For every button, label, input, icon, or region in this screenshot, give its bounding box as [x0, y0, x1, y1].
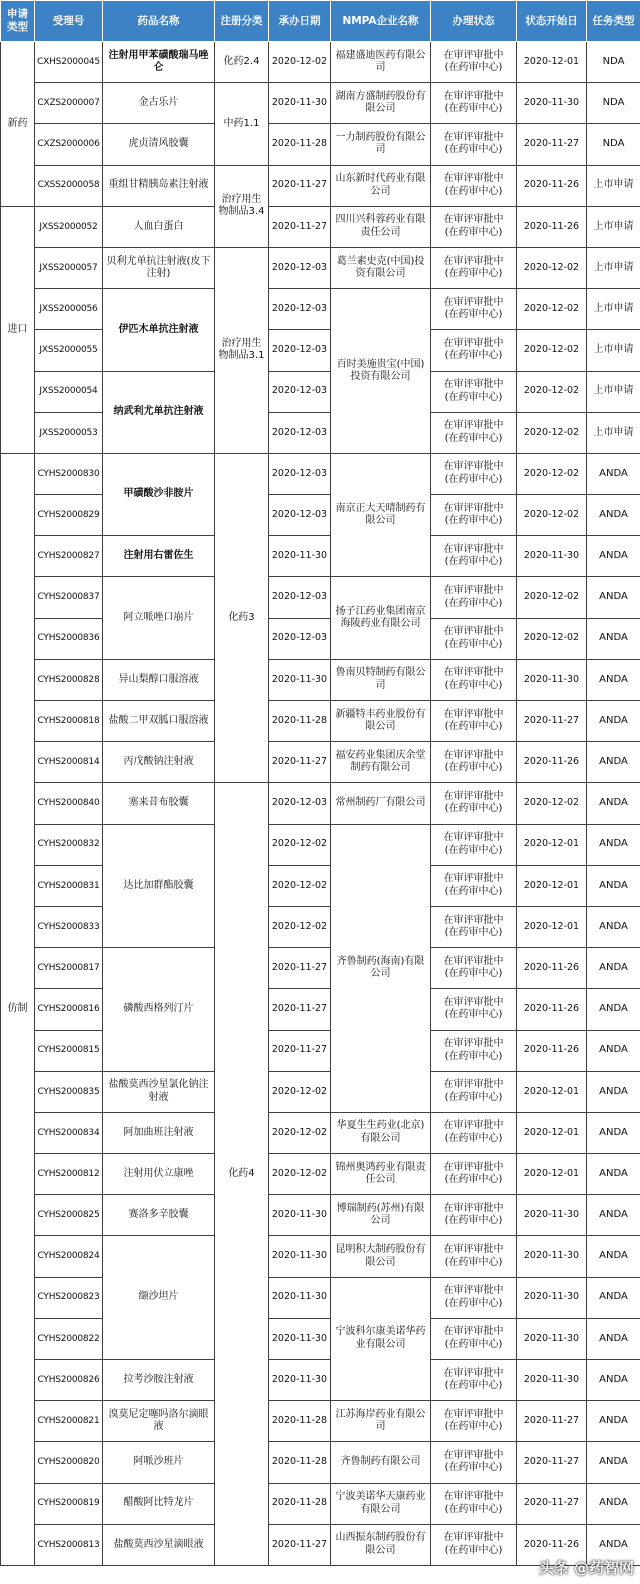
accept-no-cell: CYHS2000813	[35, 1524, 103, 1565]
drug-name-cell: 醋酸阿比特龙片	[103, 1483, 215, 1524]
drug-name-cell: 伊匹木单抗注射液	[103, 289, 215, 371]
accept-no-cell: CYHS2000837	[35, 577, 103, 618]
accept-no-cell: CYHS2000840	[35, 783, 103, 824]
start-date-cell: 2020-12-01	[517, 1112, 587, 1153]
accept-no-cell: CYHS2000835	[35, 1071, 103, 1112]
task-type-cell: ANDA	[587, 948, 640, 989]
start-date-cell: 2020-12-02	[517, 371, 587, 412]
table-row	[1, 1318, 640, 1359]
task-type-cell: ANDA	[587, 577, 640, 618]
table-row	[1, 659, 640, 700]
table-row	[1, 247, 640, 288]
task-type-cell: NDA	[587, 42, 640, 83]
company-cell: 昆明积大制药股份有限公司	[331, 1236, 431, 1277]
task-type-cell: ANDA	[587, 865, 640, 906]
accept-no-cell: CYHS2000831	[35, 865, 103, 906]
watermark: 头条 @药智网	[538, 1559, 634, 1577]
status-cell: 在审评审批中 (在药审中心)	[431, 742, 517, 783]
start-date-cell: 2020-12-02	[517, 618, 587, 659]
start-date-cell: 2020-12-02	[517, 412, 587, 453]
status-cell: 在审评审批中 (在药审中心)	[431, 1236, 517, 1277]
drug-name-cell: 纳武利尤单抗注射液	[103, 371, 215, 453]
start-date-cell: 2020-12-01	[517, 906, 587, 947]
accept-no-cell: JXSS2000054	[35, 371, 103, 412]
accept-no-cell: CXZS2000007	[35, 83, 103, 124]
company-cell: 扬子江药业集团南京海陵药业有限公司	[331, 577, 431, 659]
receive-date-cell: 2020-12-03	[269, 783, 331, 824]
status-cell: 在审评审批中 (在药审中心)	[431, 1442, 517, 1483]
start-date-cell: 2020-12-01	[517, 865, 587, 906]
start-date-cell: 2020-12-02	[517, 453, 587, 494]
receive-date-cell: 2020-11-30	[269, 536, 331, 577]
task-type-cell: 上市申请	[587, 206, 640, 247]
drug-name-cell: 盐酸莫西沙星滴眼液	[103, 1524, 215, 1565]
category-cell: 治疗用生物制品3.4	[215, 165, 269, 247]
drug-name-cell: 金古乐片	[103, 83, 215, 124]
accept-no-cell: CXSS2000058	[35, 165, 103, 206]
status-cell: 在审评审批中 (在药审中心)	[431, 124, 517, 165]
accept-no-cell: CYHS2000829	[35, 495, 103, 536]
task-type-cell: ANDA	[587, 701, 640, 742]
status-cell: 在审评审批中 (在药审中心)	[431, 1401, 517, 1442]
drug-name-cell: 重组甘精胰岛素注射液	[103, 165, 215, 206]
drug-name-cell: 丙戊酸钠注射液	[103, 742, 215, 783]
status-cell: 在审评审批中 (在药审中心)	[431, 495, 517, 536]
table-row	[1, 1360, 640, 1401]
app-type-cell: 新药	[1, 42, 35, 207]
table-row	[1, 1442, 640, 1483]
start-date-cell: 2020-11-26	[517, 1524, 587, 1565]
header-receive-date: 承办日期	[269, 1, 331, 42]
table-row	[1, 165, 640, 206]
company-cell: 新疆特丰药业股份有限公司	[331, 701, 431, 742]
accept-no-cell: CYHS2000824	[35, 1236, 103, 1277]
table-row	[1, 1112, 640, 1153]
company-cell: 葛兰素史克(中国)投资有限公司	[331, 247, 431, 288]
table-row	[1, 1030, 640, 1071]
start-date-cell: 2020-12-02	[517, 289, 587, 330]
company-cell: 百时美施贵宝(中国)投资有限公司	[331, 289, 431, 454]
status-cell: 在审评审批中 (在药审中心)	[431, 83, 517, 124]
table-row	[1, 453, 640, 494]
task-type-cell: ANDA	[587, 659, 640, 700]
status-cell: 在审评审批中 (在药审中心)	[431, 165, 517, 206]
table-row	[1, 824, 640, 865]
start-date-cell: 2020-12-02	[517, 495, 587, 536]
status-cell: 在审评审批中 (在药审中心)	[431, 247, 517, 288]
category-cell: 化药2.4	[215, 42, 269, 83]
task-type-cell: ANDA	[587, 1195, 640, 1236]
table-row	[1, 206, 640, 247]
table-row	[1, 906, 640, 947]
start-date-cell: 2020-11-26	[517, 165, 587, 206]
accept-no-cell: CYHS2000834	[35, 1112, 103, 1153]
status-cell: 在审评审批中 (在药审中心)	[431, 659, 517, 700]
receive-date-cell: 2020-11-30	[269, 83, 331, 124]
task-type-cell: ANDA	[587, 1360, 640, 1401]
table-row	[1, 1154, 640, 1195]
company-cell: 宁波美诺华天康药业有限公司	[331, 1483, 431, 1524]
start-date-cell: 2020-11-30	[517, 1236, 587, 1277]
status-cell: 在审评审批中 (在药审中心)	[431, 824, 517, 865]
task-type-cell: ANDA	[587, 1030, 640, 1071]
accept-no-cell: CYHS2000823	[35, 1277, 103, 1318]
table-row	[1, 701, 640, 742]
start-date-cell: 2020-11-27	[517, 1442, 587, 1483]
company-cell: 福建盛迪医药有限公司	[331, 42, 431, 83]
start-date-cell: 2020-12-02	[517, 783, 587, 824]
company-cell: 宁波科尔康美诺华药业有限公司	[331, 1277, 431, 1401]
receive-date-cell: 2020-11-27	[269, 948, 331, 989]
task-type-cell: ANDA	[587, 1071, 640, 1112]
drug-name-cell: 溴莫尼定噻吗洛尔滴眼液	[103, 1401, 215, 1442]
task-type-cell: ANDA	[587, 989, 640, 1030]
table-row	[1, 618, 640, 659]
status-cell: 在审评审批中 (在药审中心)	[431, 1071, 517, 1112]
task-type-cell: 上市申请	[587, 289, 640, 330]
receive-date-cell: 2020-11-27	[269, 989, 331, 1030]
table-row	[1, 330, 640, 371]
receive-date-cell: 2020-12-02	[269, 865, 331, 906]
table-row	[1, 1483, 640, 1524]
receive-date-cell: 2020-12-03	[269, 453, 331, 494]
table-row	[1, 536, 640, 577]
company-cell: 博瑞制药(苏州)有限公司	[331, 1195, 431, 1236]
drug-name-cell: 异山梨醇口服溶液	[103, 659, 215, 700]
receive-date-cell: 2020-12-03	[269, 412, 331, 453]
accept-no-cell: CYHS2000828	[35, 659, 103, 700]
receive-date-cell: 2020-11-30	[269, 1277, 331, 1318]
accept-no-cell: CYHS2000816	[35, 989, 103, 1030]
receive-date-cell: 2020-12-02	[269, 1071, 331, 1112]
start-date-cell: 2020-11-26	[517, 1030, 587, 1071]
receive-date-cell: 2020-11-28	[269, 124, 331, 165]
table-row	[1, 783, 640, 824]
receive-date-cell: 2020-12-03	[269, 371, 331, 412]
company-cell: 江苏海岸药业有限公司	[331, 1401, 431, 1442]
table-row	[1, 1236, 640, 1277]
receive-date-cell: 2020-11-30	[269, 1360, 331, 1401]
task-type-cell: ANDA	[587, 1524, 640, 1565]
start-date-cell: 2020-11-27	[517, 701, 587, 742]
company-cell: 南京正大天晴制药有限公司	[331, 453, 431, 577]
drug-name-cell: 注射用右雷佐生	[103, 536, 215, 577]
task-type-cell: ANDA	[587, 783, 640, 824]
accept-no-cell: JXSS2000057	[35, 247, 103, 288]
table-row	[1, 83, 640, 124]
company-cell: 齐鲁制药(海南)有限公司	[331, 824, 431, 1112]
task-type-cell: ANDA	[587, 1154, 640, 1195]
table-row	[1, 412, 640, 453]
receive-date-cell: 2020-12-03	[269, 289, 331, 330]
receive-date-cell: 2020-11-27	[269, 742, 331, 783]
header-drug-name: 药品名称	[103, 1, 215, 42]
task-type-cell: ANDA	[587, 453, 640, 494]
drug-name-cell: 拉考沙胺注射液	[103, 1360, 215, 1401]
status-cell: 在审评审批中 (在药审中心)	[431, 948, 517, 989]
receive-date-cell: 2020-12-02	[269, 824, 331, 865]
receive-date-cell: 2020-11-30	[269, 1236, 331, 1277]
drug-name-cell: 盐酸莫西沙星氯化钠注射液	[103, 1071, 215, 1112]
status-cell: 在审评审批中 (在药审中心)	[431, 989, 517, 1030]
task-type-cell: ANDA	[587, 906, 640, 947]
app-type-cell: 进口	[1, 206, 35, 453]
start-date-cell: 2020-11-30	[517, 536, 587, 577]
drug-name-cell: 虎贞清风胶囊	[103, 124, 215, 165]
task-type-cell: NDA	[587, 124, 640, 165]
accept-no-cell: JXSS2000056	[35, 289, 103, 330]
table-row	[1, 742, 640, 783]
header-company: NMPA企业名称	[331, 1, 431, 42]
table-row	[1, 1071, 640, 1112]
category-cell: 治疗用生物制品3.1	[215, 247, 269, 453]
task-type-cell: ANDA	[587, 824, 640, 865]
receive-date-cell: 2020-11-30	[269, 1195, 331, 1236]
accept-no-cell: CXZS2000006	[35, 124, 103, 165]
accept-no-cell: CYHS2000812	[35, 1154, 103, 1195]
task-type-cell: ANDA	[587, 1318, 640, 1359]
task-type-cell: ANDA	[587, 1236, 640, 1277]
start-date-cell: 2020-11-30	[517, 83, 587, 124]
start-date-cell: 2020-11-26	[517, 742, 587, 783]
start-date-cell: 2020-11-26	[517, 989, 587, 1030]
company-cell: 山西振东制药股份有限公司	[331, 1524, 431, 1565]
table-row	[1, 948, 640, 989]
drug-name-cell: 盐酸二甲双胍口服溶液	[103, 701, 215, 742]
accept-no-cell: CYHS2000827	[35, 536, 103, 577]
start-date-cell: 2020-11-26	[517, 206, 587, 247]
task-type-cell: 上市申请	[587, 412, 640, 453]
receive-date-cell: 2020-12-03	[269, 330, 331, 371]
receive-date-cell: 2020-11-30	[269, 1318, 331, 1359]
task-type-cell: NDA	[587, 83, 640, 124]
status-cell: 在审评审批中 (在药审中心)	[431, 289, 517, 330]
status-cell: 在审评审批中 (在药审中心)	[431, 1195, 517, 1236]
status-cell: 在审评审批中 (在药审中心)	[431, 783, 517, 824]
start-date-cell: 2020-11-30	[517, 659, 587, 700]
task-type-cell: 上市申请	[587, 165, 640, 206]
start-date-cell: 2020-11-30	[517, 1195, 587, 1236]
start-date-cell: 2020-12-01	[517, 1071, 587, 1112]
task-type-cell: ANDA	[587, 1112, 640, 1153]
status-cell: 在审评审批中 (在药审中心)	[431, 1154, 517, 1195]
header-accept-no: 受理号	[35, 1, 103, 42]
receive-date-cell: 2020-11-28	[269, 701, 331, 742]
company-cell: 常州制药厂有限公司	[331, 783, 431, 824]
header-task-type: 任务类型	[587, 1, 640, 42]
start-date-cell: 2020-11-30	[517, 1277, 587, 1318]
table-row	[1, 124, 640, 165]
status-cell: 在审评审批中 (在药审中心)	[431, 330, 517, 371]
company-cell: 湖南方盛制药股份有限公司	[331, 83, 431, 124]
receive-date-cell: 2020-11-27	[269, 1030, 331, 1071]
drug-name-cell: 注射用伏立康唑	[103, 1154, 215, 1195]
status-cell: 在审评审批中 (在药审中心)	[431, 1277, 517, 1318]
header-start-date: 状态开始日	[517, 1, 587, 42]
accept-no-cell: CYHS2000832	[35, 824, 103, 865]
status-cell: 在审评审批中 (在药审中心)	[431, 371, 517, 412]
status-cell: 在审评审批中 (在药审中心)	[431, 42, 517, 83]
category-cell: 化药4	[215, 783, 269, 1566]
accept-no-cell: CYHS2000833	[35, 906, 103, 947]
receive-date-cell: 2020-12-03	[269, 618, 331, 659]
drug-name-cell: 缬沙坦片	[103, 1236, 215, 1360]
start-date-cell: 2020-11-30	[517, 1318, 587, 1359]
start-date-cell: 2020-11-27	[517, 1401, 587, 1442]
status-cell: 在审评审批中 (在药审中心)	[431, 1483, 517, 1524]
company-cell: 福安药业集团庆余堂制药有限公司	[331, 742, 431, 783]
drug-name-cell: 阿哌沙班片	[103, 1442, 215, 1483]
table-row	[1, 577, 640, 618]
receive-date-cell: 2020-11-27	[269, 206, 331, 247]
task-type-cell: 上市申请	[587, 371, 640, 412]
drug-name-cell: 赛洛多辛胶囊	[103, 1195, 215, 1236]
category-cell: 化药3	[215, 453, 269, 783]
status-cell: 在审评审批中 (在药审中心)	[431, 577, 517, 618]
status-cell: 在审评审批中 (在药审中心)	[431, 412, 517, 453]
status-cell: 在审评审批中 (在药审中心)	[431, 1318, 517, 1359]
receive-date-cell: 2020-12-02	[269, 42, 331, 83]
accept-no-cell: JXSS2000052	[35, 206, 103, 247]
accept-no-cell: JXSS2000055	[35, 330, 103, 371]
accept-no-cell: CYHS2000818	[35, 701, 103, 742]
receive-date-cell: 2020-11-27	[269, 1524, 331, 1565]
status-cell: 在审评审批中 (在药审中心)	[431, 1112, 517, 1153]
task-type-cell: 上市申请	[587, 247, 640, 288]
table-row	[1, 42, 640, 83]
table-row	[1, 1401, 640, 1442]
app-type-cell: 仿制	[1, 453, 35, 1565]
task-type-cell: ANDA	[587, 618, 640, 659]
header-status: 办理状态	[431, 1, 517, 42]
task-type-cell: ANDA	[587, 536, 640, 577]
company-cell: 四川兴科蓉药业有限责任公司	[331, 206, 431, 247]
accept-no-cell: CYHS2000821	[35, 1401, 103, 1442]
status-cell: 在审评审批中 (在药审中心)	[431, 701, 517, 742]
receive-date-cell: 2020-12-03	[269, 577, 331, 618]
start-date-cell: 2020-11-27	[517, 1483, 587, 1524]
table-row	[1, 865, 640, 906]
accept-no-cell: CXHS2000045	[35, 42, 103, 83]
category-cell: 中药1.1	[215, 83, 269, 165]
status-cell: 在审评审批中 (在药审中心)	[431, 1360, 517, 1401]
start-date-cell: 2020-12-02	[517, 577, 587, 618]
receive-date-cell: 2020-12-03	[269, 247, 331, 288]
company-cell: 鲁南贝特制药有限公司	[331, 659, 431, 700]
task-type-cell: ANDA	[587, 1277, 640, 1318]
header-app-type: 申请 类型	[1, 1, 35, 42]
receive-date-cell: 2020-11-28	[269, 1442, 331, 1483]
drug-name-cell: 注射用甲苯磺酸瑞马唑仑	[103, 42, 215, 83]
table-row	[1, 989, 640, 1030]
table-row	[1, 495, 640, 536]
receive-date-cell: 2020-11-27	[269, 165, 331, 206]
table-row	[1, 371, 640, 412]
company-cell: 山东新时代药业有限公司	[331, 165, 431, 206]
drug-name-cell: 塞来昔布胶囊	[103, 783, 215, 824]
receive-date-cell: 2020-12-02	[269, 1154, 331, 1195]
header-category: 注册分类	[215, 1, 269, 42]
status-cell: 在审评审批中 (在药审中心)	[431, 206, 517, 247]
receive-date-cell: 2020-11-30	[269, 659, 331, 700]
status-cell: 在审评审批中 (在药审中心)	[431, 1030, 517, 1071]
start-date-cell: 2020-11-26	[517, 948, 587, 989]
company-cell: 锦州奥鸿药业有限责任公司	[331, 1154, 431, 1195]
drug-name-cell: 人血白蛋白	[103, 206, 215, 247]
accept-no-cell: JXSS2000053	[35, 412, 103, 453]
task-type-cell: ANDA	[587, 1483, 640, 1524]
receive-date-cell: 2020-12-03	[269, 495, 331, 536]
task-type-cell: ANDA	[587, 495, 640, 536]
start-date-cell: 2020-12-01	[517, 824, 587, 865]
status-cell: 在审评审批中 (在药审中心)	[431, 453, 517, 494]
table-row	[1, 1277, 640, 1318]
start-date-cell: 2020-11-27	[517, 124, 587, 165]
accept-no-cell: CYHS2000814	[35, 742, 103, 783]
start-date-cell: 2020-12-02	[517, 330, 587, 371]
task-type-cell: 上市申请	[587, 330, 640, 371]
drug-name-cell: 甲磺酸沙非胺片	[103, 453, 215, 535]
company-cell: 一力制药股份有限公司	[331, 124, 431, 165]
company-cell: 华夏生生药业(北京)有限公司	[331, 1112, 431, 1153]
task-type-cell: ANDA	[587, 1442, 640, 1483]
company-cell: 齐鲁制药有限公司	[331, 1442, 431, 1483]
accept-no-cell: CYHS2000822	[35, 1318, 103, 1359]
table-row	[1, 289, 640, 330]
drug-name-cell: 达比加群酯胶囊	[103, 824, 215, 948]
accept-no-cell: CYHS2000817	[35, 948, 103, 989]
accept-no-cell: CYHS2000826	[35, 1360, 103, 1401]
drug-name-cell: 磷酸西格列汀片	[103, 948, 215, 1072]
accept-no-cell: CYHS2000815	[35, 1030, 103, 1071]
task-type-cell: ANDA	[587, 1401, 640, 1442]
start-date-cell: 2020-12-02	[517, 247, 587, 288]
start-date-cell: 2020-12-01	[517, 42, 587, 83]
status-cell: 在审评审批中 (在药审中心)	[431, 1524, 517, 1565]
drug-name-cell: 阿立哌唑口崩片	[103, 577, 215, 659]
start-date-cell: 2020-12-01	[517, 1154, 587, 1195]
accept-no-cell: CYHS2000830	[35, 453, 103, 494]
status-cell: 在审评审批中 (在药审中心)	[431, 536, 517, 577]
drug-name-cell: 贝利尤单抗注射液(皮下注射)	[103, 247, 215, 288]
accept-no-cell: CYHS2000820	[35, 1442, 103, 1483]
accept-no-cell: CYHS2000825	[35, 1195, 103, 1236]
task-type-cell: ANDA	[587, 742, 640, 783]
header-row	[1, 1, 640, 42]
status-cell: 在审评审批中 (在药审中心)	[431, 865, 517, 906]
table-row	[1, 1195, 640, 1236]
receive-date-cell: 2020-11-28	[269, 1401, 331, 1442]
status-cell: 在审评审批中 (在药审中心)	[431, 906, 517, 947]
receive-date-cell: 2020-11-28	[269, 1483, 331, 1524]
receive-date-cell: 2020-12-02	[269, 1112, 331, 1153]
accept-no-cell: CYHS2000819	[35, 1483, 103, 1524]
start-date-cell: 2020-11-30	[517, 1360, 587, 1401]
accept-no-cell: CYHS2000836	[35, 618, 103, 659]
status-cell: 在审评审批中 (在药审中心)	[431, 618, 517, 659]
receive-date-cell: 2020-12-02	[269, 906, 331, 947]
drug-name-cell: 阿加曲班注射液	[103, 1112, 215, 1153]
